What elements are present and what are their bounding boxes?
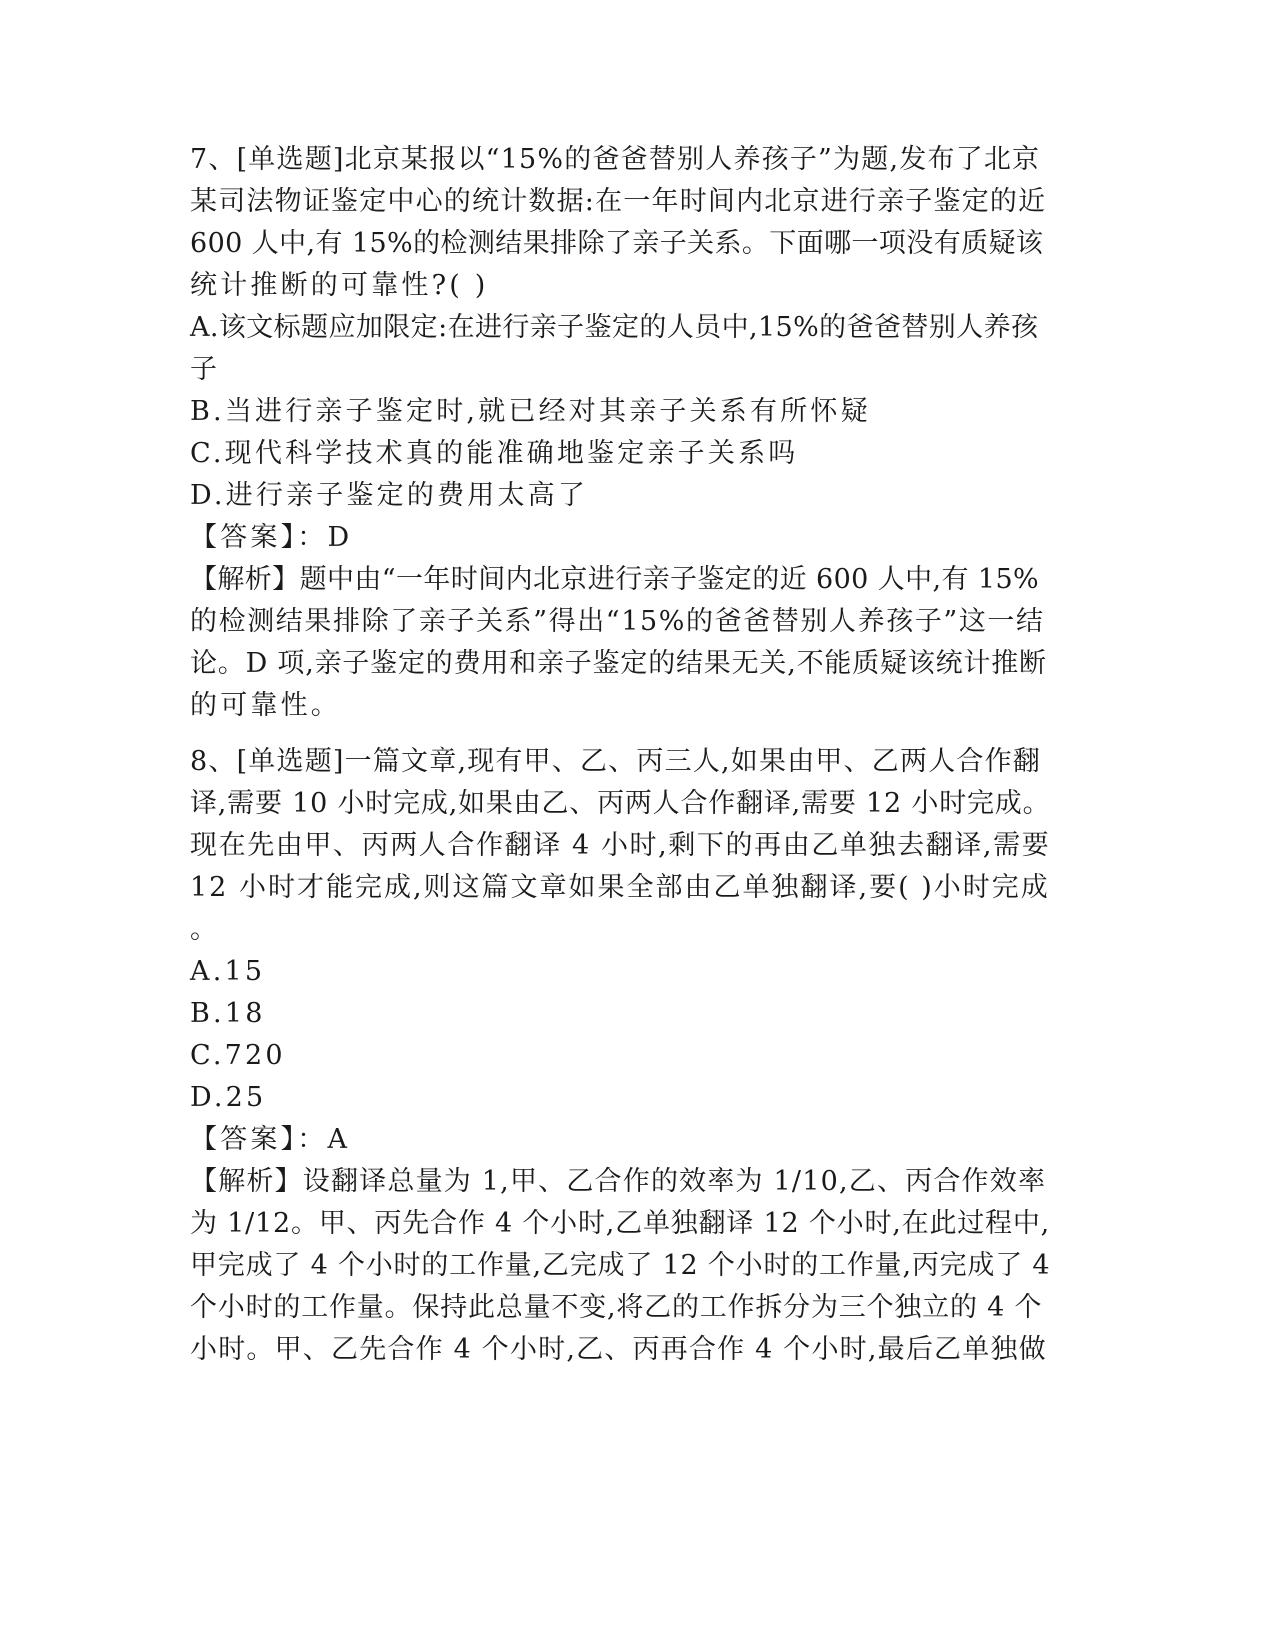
- option-line: 子: [190, 354, 221, 385]
- explanation-line: 甲完成了 4 个小时的工作量,乙完成了 12 个小时的工作量,丙完成了 4: [190, 1250, 1051, 1281]
- option-a: A.15: [190, 956, 266, 987]
- question-stem-line: 7、[单选题]北京某报以“15%的爸爸替别人养孩子”为题,发布了北京: [190, 144, 1041, 175]
- question-stem-line: 8、[单选题]一篇文章,现有甲、乙、丙三人,如果由甲、乙两人合作翻: [190, 746, 1042, 777]
- option-b: B.18: [190, 998, 266, 1029]
- explanation-line: 小时。甲、乙先合作 4 个小时,乙、丙再合作 4 个小时,最后乙单独做: [190, 1334, 1047, 1365]
- option-c: C.现代科学技术真的能准确地鉴定亲子关系吗: [190, 438, 799, 469]
- question-stem-line: 12 小时才能完成,则这篇文章如果全部由乙单独翻译,要( )小时完成: [190, 872, 1050, 903]
- explanation-line: 为 1/12。甲、丙先合作 4 个小时,乙单独翻译 12 个小时,在此过程中,: [190, 1208, 1051, 1239]
- question-stem-line: 现在先由甲、丙两人合作翻译 4 小时,剩下的再由乙单独去翻译,需要: [190, 830, 1051, 861]
- explanation-line: 的检测结果排除了亲子关系”得出“15%的爸爸替别人养孩子”这一结: [190, 606, 1045, 637]
- option-c: C.720: [190, 1040, 286, 1071]
- question-stem-line: 统计推断的可靠性?( ): [190, 270, 489, 301]
- question-stem-line: 600 人中,有 15%的检测结果排除了亲子关系。下面哪一项没有质疑该: [190, 228, 1044, 259]
- question-stem-line: 某司法物证鉴定中心的统计数据:在一年时间内北京进行亲子鉴定的近: [190, 186, 1047, 217]
- answer-line: 【答案】：D: [190, 522, 353, 553]
- option-b: B.当进行亲子鉴定时,就已经对其亲子关系有所怀疑: [190, 396, 871, 427]
- explanation-line: 【解析】设翻译总量为 1,甲、乙合作的效率为 1/10,乙、丙合作效率: [190, 1166, 1047, 1197]
- question-stem-line: 译,需要 10 小时完成,如果由乙、丙两人合作翻译,需要 12 小时完成。: [190, 788, 1051, 819]
- explanation-line: 个小时的工作量。保持此总量不变,将乙的工作拆分为三个独立的 4 个: [190, 1292, 1043, 1323]
- answer-line: 【答案】：A: [190, 1124, 351, 1155]
- option-d: D.进行亲子鉴定的费用太高了: [190, 480, 589, 511]
- explanation-line: 【解析】题中由“一年时间内北京进行亲子鉴定的近 600 人中,有 15%: [190, 564, 1040, 595]
- option-line: A.该文标题应加限定:在进行亲子鉴定的人员中,15%的爸爸替别人养孩: [190, 312, 1039, 343]
- option-d: D.25: [190, 1082, 267, 1113]
- question-stem-line: 。: [190, 914, 221, 945]
- explanation-line: 论。D 项,亲子鉴定的费用和亲子鉴定的结果无关,不能质疑该统计推断: [190, 648, 1047, 679]
- explanation-line: 的可靠性。: [190, 690, 341, 721]
